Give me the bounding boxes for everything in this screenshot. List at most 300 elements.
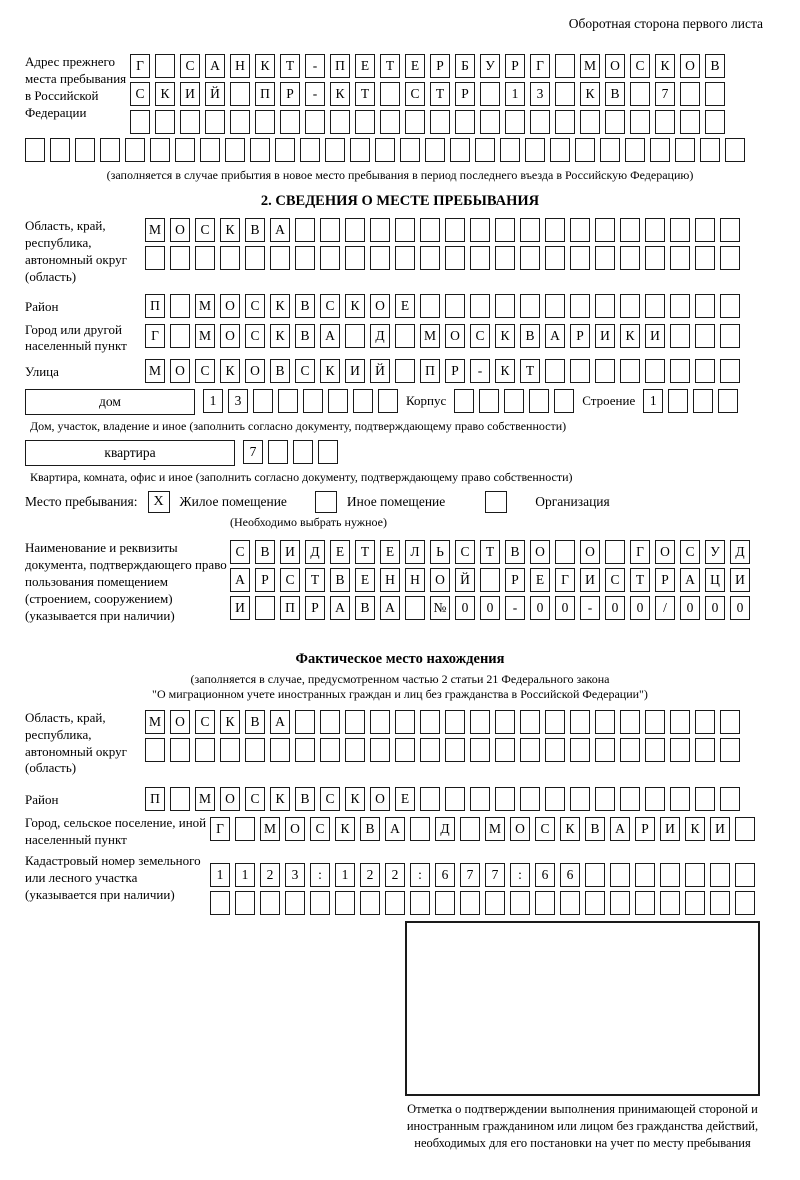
char-cell[interactable]: В <box>245 710 265 734</box>
char-cell[interactable]: К <box>255 54 275 78</box>
char-cell[interactable] <box>630 82 650 106</box>
char-cell[interactable]: 0 <box>455 596 475 620</box>
char-cell[interactable]: Ь <box>430 540 450 564</box>
char-cell[interactable] <box>625 138 645 162</box>
char-cell[interactable] <box>130 110 150 134</box>
char-cell[interactable] <box>345 246 365 270</box>
char-cell[interactable]: С <box>295 359 315 383</box>
char-cell[interactable]: : <box>410 863 430 887</box>
char-cell[interactable]: В <box>585 817 605 841</box>
char-cell[interactable]: Е <box>405 54 425 78</box>
char-cell[interactable]: С <box>310 817 330 841</box>
char-cell[interactable] <box>595 738 615 762</box>
char-cell[interactable]: С <box>180 54 200 78</box>
char-cell[interactable]: 0 <box>705 596 725 620</box>
char-cell[interactable] <box>420 294 440 318</box>
char-cell[interactable]: М <box>145 218 165 242</box>
char-cell[interactable]: С <box>320 787 340 811</box>
char-cell[interactable] <box>705 82 725 106</box>
char-cell[interactable]: А <box>380 596 400 620</box>
char-cell[interactable]: Р <box>430 54 450 78</box>
char-cell[interactable] <box>595 710 615 734</box>
char-cell[interactable]: Г <box>630 540 650 564</box>
char-cell[interactable]: В <box>355 596 375 620</box>
char-cell[interactable] <box>170 738 190 762</box>
char-cell[interactable] <box>268 440 288 464</box>
char-cell[interactable] <box>680 110 700 134</box>
char-cell[interactable] <box>585 863 605 887</box>
char-cell[interactable] <box>170 787 190 811</box>
char-cell[interactable]: : <box>310 863 330 887</box>
char-cell[interactable]: 0 <box>730 596 750 620</box>
char-cell[interactable] <box>520 294 540 318</box>
char-cell[interactable] <box>345 324 365 348</box>
char-cell[interactable] <box>220 738 240 762</box>
char-cell[interactable] <box>675 138 695 162</box>
char-cell[interactable] <box>720 218 740 242</box>
char-cell[interactable] <box>470 246 490 270</box>
char-cell[interactable] <box>695 710 715 734</box>
char-cell[interactable] <box>345 738 365 762</box>
char-cell[interactable] <box>660 863 680 887</box>
char-cell[interactable]: М <box>145 359 165 383</box>
char-cell[interactable]: 1 <box>505 82 525 106</box>
char-cell[interactable]: Р <box>505 568 525 592</box>
char-cell[interactable] <box>520 246 540 270</box>
char-cell[interactable] <box>475 138 495 162</box>
char-cell[interactable] <box>300 138 320 162</box>
char-cell[interactable]: В <box>605 82 625 106</box>
char-cell[interactable] <box>545 738 565 762</box>
char-cell[interactable]: К <box>620 324 640 348</box>
char-cell[interactable] <box>660 891 680 915</box>
char-cell[interactable]: В <box>295 787 315 811</box>
char-cell[interactable]: 0 <box>555 596 575 620</box>
char-cell[interactable]: А <box>330 596 350 620</box>
char-cell[interactable] <box>720 738 740 762</box>
char-cell[interactable] <box>380 82 400 106</box>
char-cell[interactable]: С <box>605 568 625 592</box>
char-cell[interactable] <box>395 738 415 762</box>
char-cell[interactable] <box>335 891 355 915</box>
char-cell[interactable]: Н <box>380 568 400 592</box>
char-cell[interactable] <box>695 294 715 318</box>
char-cell[interactable]: М <box>260 817 280 841</box>
char-cell[interactable] <box>250 138 270 162</box>
char-cell[interactable]: А <box>320 324 340 348</box>
char-cell[interactable] <box>480 568 500 592</box>
char-cell[interactable] <box>495 294 515 318</box>
char-cell[interactable]: А <box>205 54 225 78</box>
char-cell[interactable]: В <box>520 324 540 348</box>
char-cell[interactable] <box>645 787 665 811</box>
char-cell[interactable] <box>645 246 665 270</box>
char-cell[interactable]: В <box>705 54 725 78</box>
char-cell[interactable]: В <box>330 568 350 592</box>
char-cell[interactable] <box>25 138 45 162</box>
char-cell[interactable] <box>470 710 490 734</box>
char-cell[interactable] <box>670 218 690 242</box>
char-cell[interactable]: Г <box>145 324 165 348</box>
char-cell[interactable] <box>100 138 120 162</box>
char-cell[interactable] <box>545 710 565 734</box>
char-cell[interactable]: И <box>730 568 750 592</box>
char-cell[interactable]: Г <box>130 54 150 78</box>
char-cell[interactable]: П <box>280 596 300 620</box>
char-cell[interactable]: 0 <box>630 596 650 620</box>
char-cell[interactable] <box>235 817 255 841</box>
char-cell[interactable] <box>530 110 550 134</box>
char-cell[interactable] <box>460 891 480 915</box>
char-cell[interactable]: О <box>605 54 625 78</box>
char-cell[interactable]: К <box>495 324 515 348</box>
char-cell[interactable] <box>230 110 250 134</box>
char-cell[interactable] <box>630 110 650 134</box>
char-cell[interactable] <box>445 738 465 762</box>
char-cell[interactable]: К <box>580 82 600 106</box>
char-cell[interactable]: Е <box>330 540 350 564</box>
char-cell[interactable] <box>693 389 713 413</box>
char-cell[interactable] <box>253 389 273 413</box>
residence-checkbox-organization[interactable] <box>485 491 507 513</box>
char-cell[interactable] <box>595 359 615 383</box>
char-cell[interactable]: Е <box>355 568 375 592</box>
char-cell[interactable]: Е <box>380 540 400 564</box>
char-cell[interactable]: - <box>580 596 600 620</box>
char-cell[interactable] <box>705 110 725 134</box>
char-cell[interactable]: Й <box>455 568 475 592</box>
char-cell[interactable]: И <box>580 568 600 592</box>
char-cell[interactable] <box>570 218 590 242</box>
char-cell[interactable] <box>405 596 425 620</box>
char-cell[interactable]: Д <box>370 324 390 348</box>
char-cell[interactable] <box>255 110 275 134</box>
char-cell[interactable]: 3 <box>228 389 248 413</box>
char-cell[interactable] <box>710 863 730 887</box>
char-cell[interactable] <box>370 738 390 762</box>
char-cell[interactable]: М <box>145 710 165 734</box>
char-cell[interactable]: С <box>230 540 250 564</box>
char-cell[interactable]: И <box>660 817 680 841</box>
char-cell[interactable]: М <box>195 787 215 811</box>
char-cell[interactable] <box>595 787 615 811</box>
char-cell[interactable]: В <box>295 294 315 318</box>
char-cell[interactable]: 0 <box>480 596 500 620</box>
char-cell[interactable] <box>560 891 580 915</box>
char-cell[interactable]: С <box>245 787 265 811</box>
char-cell[interactable] <box>645 710 665 734</box>
char-cell[interactable] <box>720 246 740 270</box>
char-cell[interactable]: Е <box>395 294 415 318</box>
char-cell[interactable] <box>455 110 475 134</box>
char-cell[interactable] <box>275 138 295 162</box>
char-cell[interactable] <box>605 540 625 564</box>
char-cell[interactable] <box>470 787 490 811</box>
char-cell[interactable]: 6 <box>435 863 455 887</box>
char-cell[interactable]: О <box>370 294 390 318</box>
char-cell[interactable] <box>245 738 265 762</box>
char-cell[interactable] <box>430 110 450 134</box>
char-cell[interactable] <box>720 787 740 811</box>
char-cell[interactable]: 1 <box>203 389 223 413</box>
char-cell[interactable] <box>395 218 415 242</box>
char-cell[interactable] <box>345 710 365 734</box>
char-cell[interactable] <box>520 738 540 762</box>
char-cell[interactable] <box>75 138 95 162</box>
char-cell[interactable] <box>555 110 575 134</box>
char-cell[interactable]: Б <box>455 54 475 78</box>
char-cell[interactable] <box>470 294 490 318</box>
char-cell[interactable] <box>293 440 313 464</box>
char-cell[interactable]: О <box>245 359 265 383</box>
char-cell[interactable] <box>479 389 499 413</box>
char-cell[interactable]: 2 <box>260 863 280 887</box>
char-cell[interactable] <box>550 138 570 162</box>
char-cell[interactable]: Н <box>230 54 250 78</box>
char-cell[interactable] <box>620 246 640 270</box>
char-cell[interactable] <box>570 359 590 383</box>
char-cell[interactable]: 2 <box>360 863 380 887</box>
char-cell[interactable] <box>495 218 515 242</box>
char-cell[interactable] <box>545 359 565 383</box>
char-cell[interactable] <box>420 218 440 242</box>
char-cell[interactable] <box>695 218 715 242</box>
char-cell[interactable] <box>320 218 340 242</box>
char-cell[interactable]: С <box>280 568 300 592</box>
char-cell[interactable]: К <box>345 294 365 318</box>
char-cell[interactable] <box>375 138 395 162</box>
char-cell[interactable] <box>610 891 630 915</box>
char-cell[interactable] <box>504 389 524 413</box>
char-cell[interactable] <box>170 294 190 318</box>
char-cell[interactable]: У <box>705 540 725 564</box>
char-cell[interactable] <box>670 324 690 348</box>
char-cell[interactable]: Д <box>435 817 455 841</box>
char-cell[interactable] <box>480 110 500 134</box>
char-cell[interactable] <box>385 891 405 915</box>
char-cell[interactable] <box>655 110 675 134</box>
char-cell[interactable] <box>645 359 665 383</box>
char-cell[interactable] <box>545 787 565 811</box>
char-cell[interactable]: К <box>655 54 675 78</box>
char-cell[interactable] <box>529 389 549 413</box>
char-cell[interactable]: О <box>220 294 240 318</box>
residence-checkbox-dwelling[interactable]: X <box>148 491 170 513</box>
char-cell[interactable] <box>270 246 290 270</box>
char-cell[interactable]: И <box>230 596 250 620</box>
char-cell[interactable]: К <box>685 817 705 841</box>
char-cell[interactable]: О <box>370 787 390 811</box>
char-cell[interactable] <box>460 817 480 841</box>
char-cell[interactable] <box>200 138 220 162</box>
char-cell[interactable] <box>360 891 380 915</box>
char-cell[interactable] <box>50 138 70 162</box>
char-cell[interactable] <box>545 218 565 242</box>
char-cell[interactable] <box>670 738 690 762</box>
char-cell[interactable] <box>695 324 715 348</box>
char-cell[interactable]: - <box>305 54 325 78</box>
char-cell[interactable] <box>650 138 670 162</box>
char-cell[interactable] <box>520 787 540 811</box>
char-cell[interactable]: В <box>295 324 315 348</box>
char-cell[interactable] <box>480 82 500 106</box>
char-cell[interactable] <box>255 596 275 620</box>
char-cell[interactable] <box>145 246 165 270</box>
char-cell[interactable] <box>735 817 755 841</box>
char-cell[interactable] <box>470 738 490 762</box>
residence-checkbox-other[interactable] <box>315 491 337 513</box>
char-cell[interactable]: Р <box>280 82 300 106</box>
char-cell[interactable]: 1 <box>210 863 230 887</box>
char-cell[interactable]: С <box>195 710 215 734</box>
char-cell[interactable]: К <box>155 82 175 106</box>
char-cell[interactable] <box>635 891 655 915</box>
char-cell[interactable]: Е <box>530 568 550 592</box>
char-cell[interactable] <box>720 710 740 734</box>
char-cell[interactable] <box>445 246 465 270</box>
char-cell[interactable]: О <box>285 817 305 841</box>
char-cell[interactable]: Т <box>380 54 400 78</box>
char-cell[interactable]: К <box>270 787 290 811</box>
char-cell[interactable] <box>645 218 665 242</box>
char-cell[interactable]: 0 <box>530 596 550 620</box>
char-cell[interactable] <box>180 110 200 134</box>
char-cell[interactable]: 7 <box>485 863 505 887</box>
char-cell[interactable] <box>605 110 625 134</box>
char-cell[interactable]: 3 <box>285 863 305 887</box>
char-cell[interactable]: М <box>580 54 600 78</box>
char-cell[interactable]: С <box>470 324 490 348</box>
char-cell[interactable]: П <box>420 359 440 383</box>
char-cell[interactable] <box>695 738 715 762</box>
char-cell[interactable] <box>595 218 615 242</box>
char-cell[interactable] <box>400 138 420 162</box>
char-cell[interactable] <box>370 246 390 270</box>
char-cell[interactable] <box>380 110 400 134</box>
char-cell[interactable] <box>575 138 595 162</box>
char-cell[interactable] <box>205 110 225 134</box>
char-cell[interactable] <box>580 110 600 134</box>
char-cell[interactable] <box>370 218 390 242</box>
char-cell[interactable] <box>295 738 315 762</box>
char-cell[interactable]: С <box>130 82 150 106</box>
char-cell[interactable]: Д <box>730 540 750 564</box>
char-cell[interactable] <box>445 710 465 734</box>
char-cell[interactable]: О <box>445 324 465 348</box>
char-cell[interactable] <box>695 359 715 383</box>
char-cell[interactable] <box>405 110 425 134</box>
char-cell[interactable] <box>720 294 740 318</box>
char-cell[interactable] <box>570 246 590 270</box>
char-cell[interactable] <box>145 738 165 762</box>
char-cell[interactable]: Р <box>570 324 590 348</box>
char-cell[interactable] <box>735 863 755 887</box>
char-cell[interactable]: К <box>495 359 515 383</box>
char-cell[interactable]: Н <box>405 568 425 592</box>
char-cell[interactable] <box>495 246 515 270</box>
char-cell[interactable]: Р <box>655 568 675 592</box>
char-cell[interactable] <box>225 138 245 162</box>
char-cell[interactable]: С <box>405 82 425 106</box>
char-cell[interactable] <box>310 891 330 915</box>
char-cell[interactable] <box>454 389 474 413</box>
char-cell[interactable]: О <box>170 710 190 734</box>
char-cell[interactable] <box>420 246 440 270</box>
char-cell[interactable] <box>718 389 738 413</box>
char-cell[interactable] <box>125 138 145 162</box>
char-cell[interactable] <box>670 294 690 318</box>
char-cell[interactable] <box>370 710 390 734</box>
char-cell[interactable]: И <box>180 82 200 106</box>
char-cell[interactable] <box>555 54 575 78</box>
char-cell[interactable]: К <box>335 817 355 841</box>
char-cell[interactable]: - <box>470 359 490 383</box>
char-cell[interactable] <box>305 110 325 134</box>
char-cell[interactable]: М <box>195 294 215 318</box>
char-cell[interactable] <box>155 54 175 78</box>
char-cell[interactable]: М <box>195 324 215 348</box>
char-cell[interactable]: Ц <box>705 568 725 592</box>
char-cell[interactable]: Г <box>210 817 230 841</box>
char-cell[interactable] <box>535 891 555 915</box>
char-cell[interactable]: 0 <box>680 596 700 620</box>
char-cell[interactable]: О <box>430 568 450 592</box>
char-cell[interactable]: О <box>655 540 675 564</box>
char-cell[interactable]: 6 <box>560 863 580 887</box>
char-cell[interactable] <box>420 738 440 762</box>
char-cell[interactable]: С <box>455 540 475 564</box>
char-cell[interactable] <box>685 891 705 915</box>
char-cell[interactable] <box>170 246 190 270</box>
char-cell[interactable] <box>610 863 630 887</box>
char-cell[interactable] <box>420 710 440 734</box>
char-cell[interactable]: 1 <box>335 863 355 887</box>
char-cell[interactable] <box>680 82 700 106</box>
char-cell[interactable]: А <box>385 817 405 841</box>
char-cell[interactable] <box>320 710 340 734</box>
char-cell[interactable] <box>395 359 415 383</box>
char-cell[interactable]: О <box>680 54 700 78</box>
char-cell[interactable]: К <box>220 710 240 734</box>
char-cell[interactable] <box>700 138 720 162</box>
char-cell[interactable] <box>635 863 655 887</box>
char-cell[interactable]: Р <box>445 359 465 383</box>
char-cell[interactable]: У <box>480 54 500 78</box>
char-cell[interactable] <box>600 138 620 162</box>
char-cell[interactable] <box>320 738 340 762</box>
char-cell[interactable]: А <box>230 568 250 592</box>
char-cell[interactable]: А <box>610 817 630 841</box>
char-cell[interactable] <box>685 863 705 887</box>
char-cell[interactable]: О <box>510 817 530 841</box>
char-cell[interactable]: В <box>360 817 380 841</box>
char-cell[interactable] <box>295 218 315 242</box>
char-cell[interactable] <box>280 110 300 134</box>
char-cell[interactable] <box>175 138 195 162</box>
char-cell[interactable] <box>570 294 590 318</box>
char-cell[interactable] <box>620 218 640 242</box>
char-cell[interactable]: Т <box>520 359 540 383</box>
char-cell[interactable] <box>485 891 505 915</box>
char-cell[interactable]: 6 <box>535 863 555 887</box>
char-cell[interactable]: Й <box>205 82 225 106</box>
char-cell[interactable]: Й <box>370 359 390 383</box>
char-cell[interactable] <box>505 110 525 134</box>
char-cell[interactable]: Р <box>505 54 525 78</box>
char-cell[interactable]: П <box>145 787 165 811</box>
char-cell[interactable] <box>620 787 640 811</box>
char-cell[interactable]: К <box>220 218 240 242</box>
